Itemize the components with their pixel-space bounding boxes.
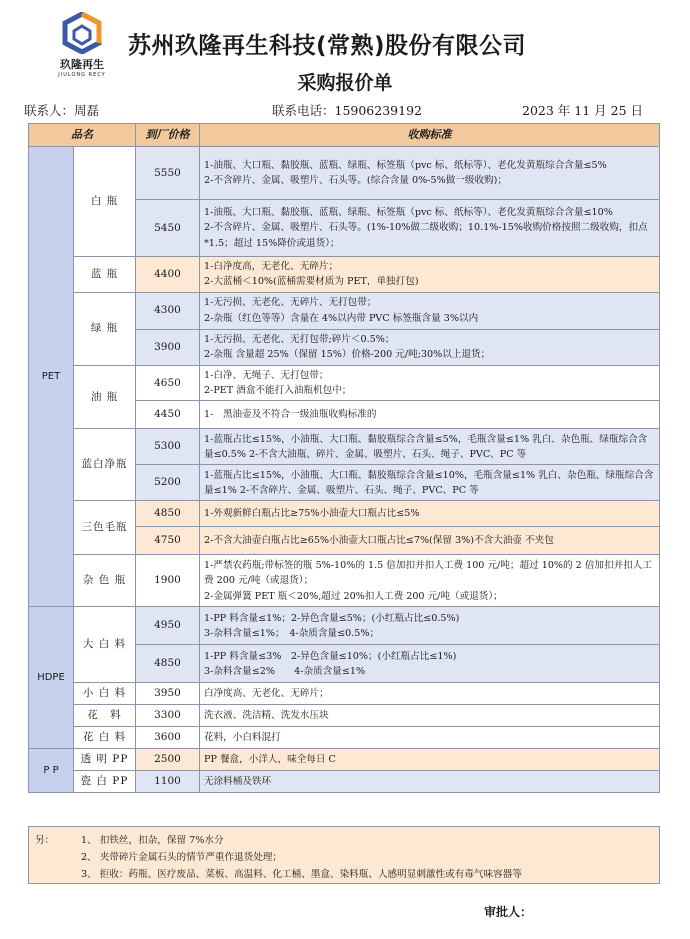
product-name: 油 瓶 <box>74 365 136 429</box>
product-name: 绿 瓶 <box>74 292 136 365</box>
product-name: 花 白 料 <box>74 727 136 749</box>
notes-box <box>28 826 660 884</box>
price-value: 5450 <box>136 200 200 257</box>
price-value: 2500 <box>136 749 200 771</box>
header-standard: 收购标准 <box>200 124 660 147</box>
standard-text: 洗衣液、洗洁精、洗发水压块 <box>200 705 660 727</box>
table-header-row <box>29 124 660 147</box>
standard-text: 1-无污损、无老化、无碎片、无打包带； 2-杂瓶（红色等等）含量在 4%以内带 PVC 标签瓶含量 3%以内 <box>200 292 660 329</box>
table-row <box>29 727 660 749</box>
table-row <box>29 683 660 705</box>
table-row <box>29 147 660 200</box>
price-value: 5300 <box>136 429 200 465</box>
standard-text: 1-白净度高，无老化、无碎片； 2-大蓝桶＜10%(蓝桶需要材质为 PET，单独打包) <box>200 257 660 293</box>
standard-text: 花料，小白料混打 <box>200 727 660 749</box>
price-value: 5550 <box>136 147 200 200</box>
table-row <box>29 292 660 329</box>
note-item: 1、 扣铁丝，扣杂，保留 7%水分 <box>81 835 224 846</box>
price-value: 4850 <box>136 645 200 683</box>
standard-text: PP 餐盒，小洋人，味全每日 C <box>200 749 660 771</box>
table-row <box>29 365 660 401</box>
table-row <box>29 555 660 607</box>
product-name: 瓷 白 PP <box>74 771 136 793</box>
product-name: 小 白 料 <box>74 683 136 705</box>
category-hdpe: HDPE <box>29 607 74 749</box>
logo-hexagon-icon <box>62 12 102 54</box>
product-name: 透 明 PP <box>74 749 136 771</box>
price-value: 4300 <box>136 292 200 329</box>
category-pet: PET <box>29 147 74 607</box>
standard-text: 1- 黑油壶及不符合一级油瓶收购标准的 <box>200 401 660 429</box>
product-name: 大 白 料 <box>74 607 136 683</box>
standard-text: 1-PP 料含量≤1%；2-异色含量≤5%；(小红瓶占比≤0.5%) 3-杂料含量≤1%； 4-杂质含量≤0.5%； <box>200 607 660 645</box>
category-pp: P P <box>29 749 74 793</box>
standard-text: 1-PP 料含量≤3% 2-异色含量≤10%；(小红瓶占比≤1%) 3-杂料含量≤2% 4-杂质含量≤1% <box>200 645 660 683</box>
table-row <box>29 705 660 727</box>
standard-text: 1-蓝瓶占比≤15%，小油瓶、大口瓶、黏胶瓶综合含量≤10%，毛瓶含量≤1% 乳白、杂色瓶、绿瓶综合含量≤1% 2-不含碎片、金属、吸塑片、石头、绳子、PVC、PC 等 <box>200 465 660 501</box>
price-value: 4850 <box>136 501 200 527</box>
standard-text: 白净度高、无老化、无碎片； <box>200 683 660 705</box>
table-row <box>29 501 660 527</box>
standard-text: 1-油瓶、大口瓶、黏胶瓶、蓝瓶、绿瓶、标签瓶（pvc 标、纸标等）、老化发黄瓶综合含量≤10% 2-不含碎片、金属、吸塑片、石头等。(1%-10%做二级收购；10.1%-15%收购价格按照二级收购，扣点*1.5；超过 15%降价或退货）； <box>200 200 660 257</box>
note-item: 3、 拒收：药瓶、医疗废品、菜板、高温料、化工桶、墨盒、染料瓶、人感明显刺激性或有毒气味容器等 <box>81 869 522 880</box>
logo-name-cn: 玖隆再生 <box>60 58 104 71</box>
table-row <box>29 429 660 465</box>
header-price: 到厂价格 <box>136 124 200 147</box>
price-value: 4950 <box>136 607 200 645</box>
note-item: 2、 夹带碎片金属石头的情节严重作退货处理； <box>81 852 283 863</box>
standard-text: 2-不含大油壶白瓶占比≥65%小油壶大口瓶占比≤7%(保留 3%)不含大油壶 不夹包 <box>200 527 660 555</box>
price-value: 5200 <box>136 465 200 501</box>
contact-person: 联系人：周磊 <box>24 103 100 118</box>
standard-text: 1-严禁农药瓶;带标签的瓶 5%-10%的 1.5 倍加扣并扣人工费 100 元/吨；超过 10%的 2 倍加扣并扣人工费 200 元/吨（或退货）； 2-金属弹簧 PET 瓶＜20%,超过 20%扣人工费 200 元/吨（或退货）； <box>200 555 660 607</box>
product-name: 花 料 <box>74 705 136 727</box>
table-row <box>29 607 660 645</box>
quote-date: 2023 年 11 月 25 日 <box>522 103 643 118</box>
product-name: 杂 色 瓶 <box>74 555 136 607</box>
price-value: 3900 <box>136 329 200 365</box>
standard-text: 1-蓝瓶占比≤15%，小油瓶、大口瓶、黏胶瓶综合含量≤5%，毛瓶含量≤1% 乳白、杂色瓶、绿瓶综合含量≤0.5% 2-不含大油瓶、碎片、金属、吸塑片、石头、绳子、PVC、PC 等 <box>200 429 660 465</box>
price-value: 4650 <box>136 365 200 401</box>
header-product: 品名 <box>29 124 136 147</box>
product-name: 蓝 瓶 <box>74 257 136 293</box>
standard-text: 1-外观新鲜白瓶占比≥75%小油壶大口瓶占比≤5% <box>200 501 660 527</box>
price-value: 4400 <box>136 257 200 293</box>
table-row <box>29 257 660 293</box>
notes-label: 另： <box>35 835 55 846</box>
logo-name-en: JIULONG RECY <box>58 72 106 78</box>
price-value: 4750 <box>136 527 200 555</box>
price-table <box>28 123 660 793</box>
price-value: 1900 <box>136 555 200 607</box>
company-name: 苏州玖隆再生科技(常熟)股份有限公司 <box>128 33 527 59</box>
product-name: 蓝白净瓶 <box>74 429 136 501</box>
standard-text: 1-无污损、无老化、无打包带;碎片＜0.5%； 2-杂瓶 含量超 25%（保留 15%）价格-200 元/吨;30%以上退货； <box>200 329 660 365</box>
standard-text: 无涂料桶及铁环 <box>200 771 660 793</box>
table-row <box>29 771 660 793</box>
price-value: 3600 <box>136 727 200 749</box>
product-name: 三色毛瓶 <box>74 501 136 555</box>
product-name: 白 瓶 <box>74 147 136 257</box>
price-value: 4450 <box>136 401 200 429</box>
document-title: 采购报价单 <box>297 72 393 94</box>
approver-label: 审批人： <box>484 905 533 919</box>
price-value: 1100 <box>136 771 200 793</box>
contact-phone: 联系电话：15906239192 <box>272 103 422 118</box>
standard-text: 1-白净、无绳子、无打包带； 2-PET 酒盒不能打入油瓶机包中； <box>200 365 660 401</box>
price-value: 3300 <box>136 705 200 727</box>
price-value: 3950 <box>136 683 200 705</box>
table-row <box>29 749 660 771</box>
standard-text: 1-油瓶、大口瓶、黏胶瓶、蓝瓶、绿瓶、标签瓶（pvc 标、纸标等）、老化发黄瓶综合含量≤5% 2-不含碎片、金属、吸塑片、石头等。(综合含量 0%-5%做一级收购)； <box>200 147 660 200</box>
